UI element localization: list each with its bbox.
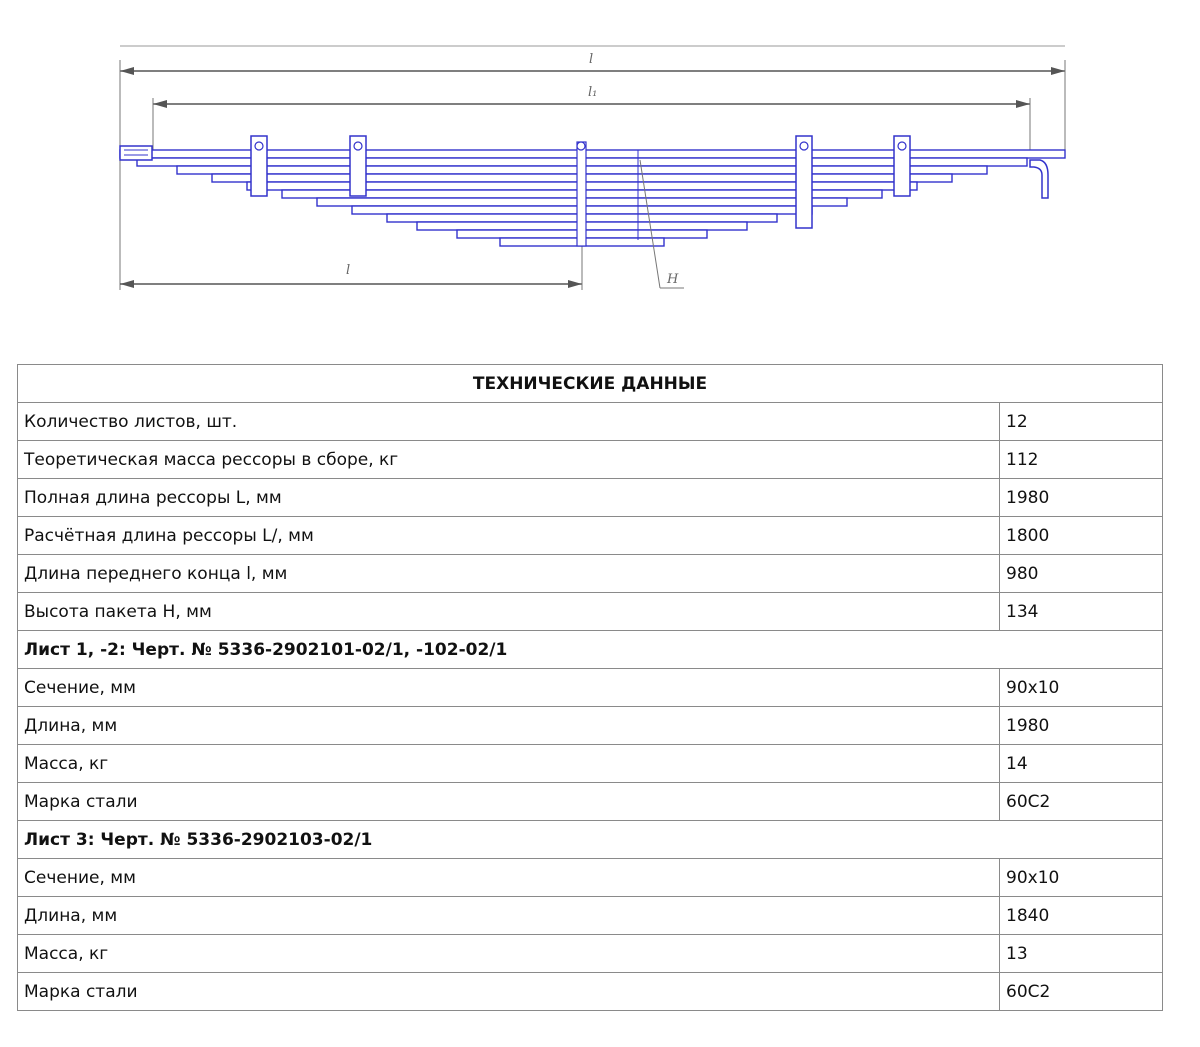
row-value: 1980 <box>1000 707 1163 745</box>
row-label: Масса, кг <box>18 745 1000 783</box>
section-heading-row <box>18 821 1163 859</box>
row-label: Сечение, мм <box>18 859 1000 897</box>
table-row <box>18 783 1163 821</box>
clamp-1 <box>251 136 267 196</box>
table-row <box>18 935 1163 973</box>
front-eye <box>120 146 152 160</box>
row-value: 134 <box>1000 593 1163 631</box>
leaf-spring-drawing <box>0 0 1200 340</box>
row-value: 112 <box>1000 441 1163 479</box>
leaf-spring-diagram <box>0 0 1200 340</box>
row-value: 1800 <box>1000 517 1163 555</box>
row-label: Масса, кг <box>18 935 1000 973</box>
row-label: Количество листов, шт. <box>18 403 1000 441</box>
table-row <box>18 441 1163 479</box>
section-heading: Лист 3: Черт. № 5336-2902103-02/1 <box>18 821 1163 859</box>
table-row <box>18 973 1163 1011</box>
calc-length-label: l₁ <box>588 85 598 100</box>
table-row <box>18 669 1163 707</box>
row-value: 980 <box>1000 555 1163 593</box>
table-row <box>18 707 1163 745</box>
center-bolt <box>577 142 586 246</box>
clamp-3 <box>796 136 812 228</box>
technical-data-table <box>17 364 1163 1011</box>
row-label: Теоретическая масса рессоры в сборе, кг <box>18 441 1000 479</box>
total-length-label: l <box>589 52 594 67</box>
table-row <box>18 517 1163 555</box>
height-label: H <box>667 272 679 287</box>
row-value: 12 <box>1000 403 1163 441</box>
row-value: 90x10 <box>1000 859 1163 897</box>
section-heading-row <box>18 631 1163 669</box>
table-row <box>18 555 1163 593</box>
row-value: 1840 <box>1000 897 1163 935</box>
row-value: 90x10 <box>1000 669 1163 707</box>
row-label: Длина переднего конца l, мм <box>18 555 1000 593</box>
row-value: 13 <box>1000 935 1163 973</box>
row-label: Марка стали <box>18 783 1000 821</box>
front-end-label: l <box>346 263 351 278</box>
row-label: Сечение, мм <box>18 669 1000 707</box>
row-label: Длина, мм <box>18 897 1000 935</box>
table-row <box>18 403 1163 441</box>
row-value: 1980 <box>1000 479 1163 517</box>
table-row <box>18 859 1163 897</box>
section-heading: Лист 1, -2: Черт. № 5336-2902101-02/1, -102-02/1 <box>18 631 1163 669</box>
row-value: 14 <box>1000 745 1163 783</box>
table-title: ТЕХНИЧЕСКИЕ ДАННЫЕ <box>18 365 1163 403</box>
table-row <box>18 897 1163 935</box>
table-row <box>18 479 1163 517</box>
row-label: Длина, мм <box>18 707 1000 745</box>
row-label: Полная длина рессоры L, мм <box>18 479 1000 517</box>
row-label: Высота пакета H, мм <box>18 593 1000 631</box>
table-row <box>18 593 1163 631</box>
row-value: 60С2 <box>1000 783 1163 821</box>
clamp-2 <box>350 136 366 196</box>
table-row <box>18 745 1163 783</box>
row-label: Расчётная длина рессоры L/, мм <box>18 517 1000 555</box>
row-label: Марка стали <box>18 973 1000 1011</box>
rear-hook <box>1030 160 1048 198</box>
row-value: 60С2 <box>1000 973 1163 1011</box>
table-title-row <box>18 365 1163 403</box>
clamp-4 <box>894 136 910 196</box>
front-end-dimension <box>120 245 582 290</box>
